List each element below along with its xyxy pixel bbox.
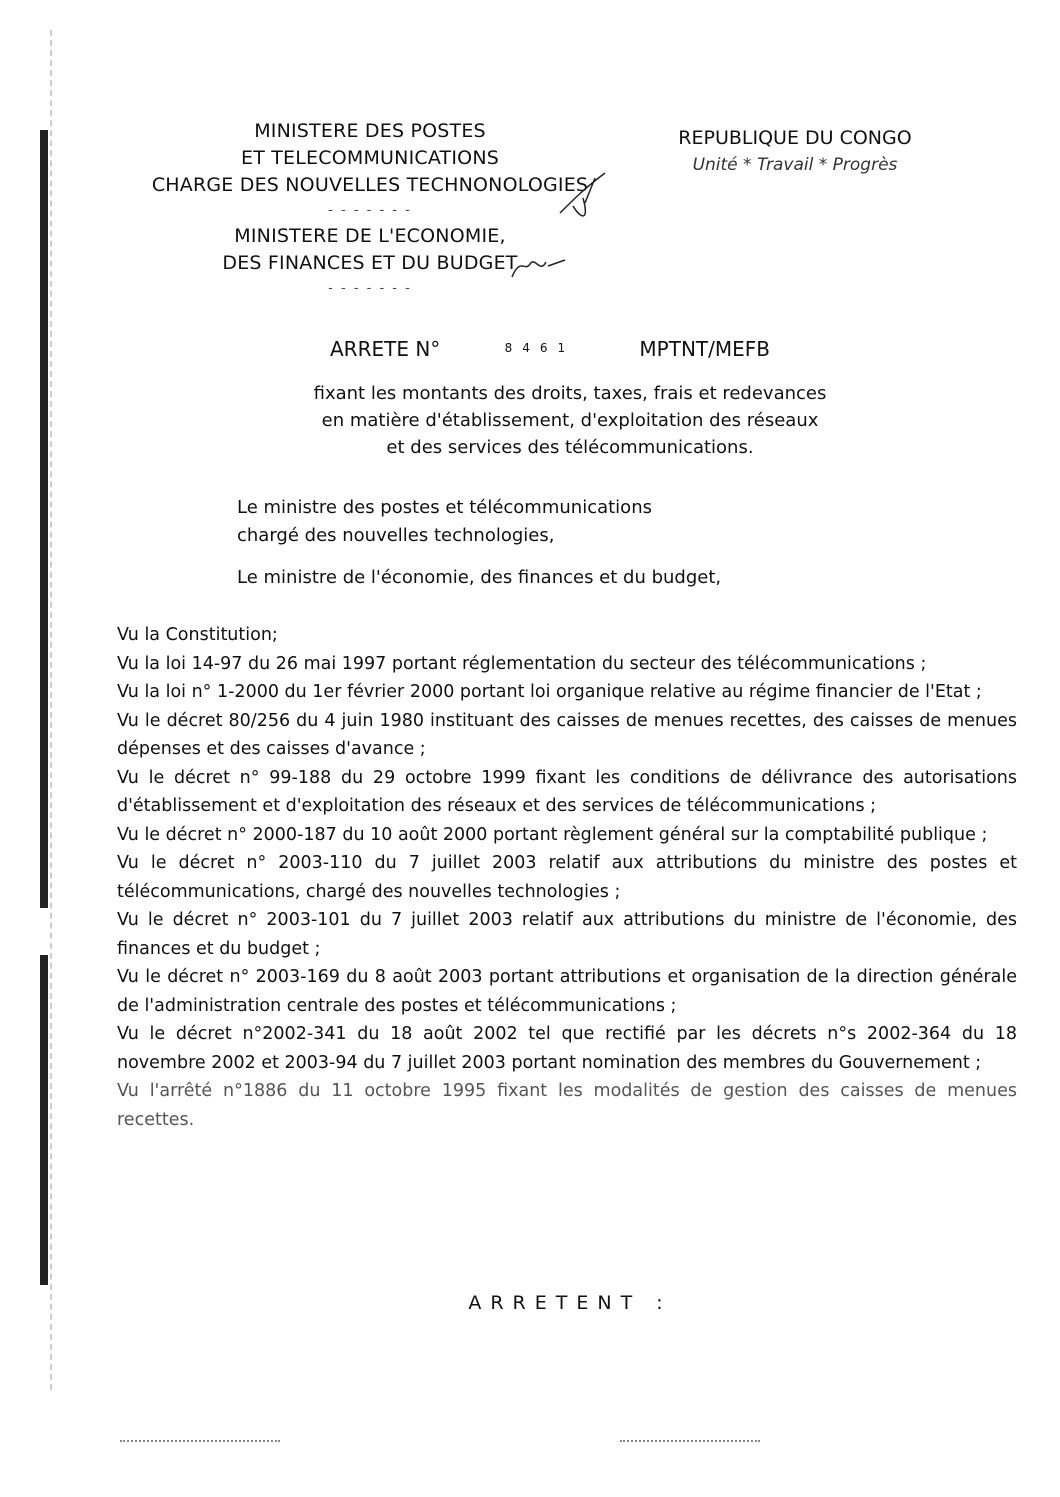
- visa-item: Vu l'arrêté n°1886 du 11 octobre 1995 fixant les modalités de gestion des caisses de menues recettes.: [117, 1081, 1017, 1130]
- scan-mark: [40, 548, 48, 908]
- scan-mark: [40, 130, 48, 550]
- visa-item: Vu le décret n°2002-341 du 18 août 2002 tel que rectifié par les décrets n°s 2002-364 du 18 novembre 2002 et 2003-94 du 7 juillet 2003 portant nomination des membres du Gouvernement ;: [117, 1024, 1017, 1073]
- subject-line: et des services des télécommunications.: [386, 437, 754, 458]
- ministry-line: MINISTERE DE L'ECONOMIE,: [234, 225, 506, 247]
- scan-noise: [620, 1440, 760, 1444]
- visa-item: Vu la loi 14-97 du 26 mai 1997 portant réglementation du secteur des télécommunications ;: [117, 653, 927, 674]
- minister-line: Le ministre des postes et télécommunications: [237, 497, 652, 518]
- visas-list: [117, 621, 1017, 1134]
- decree-subject: [200, 380, 940, 461]
- ministry-line: DES FINANCES ET DU BUDGET: [222, 252, 518, 274]
- country-name: REPUBLIQUE DU CONGO: [678, 127, 912, 149]
- scan-mark: [40, 955, 48, 1285]
- ministry-line: ET TELECOMMUNICATIONS: [240, 147, 499, 169]
- initials-scribble: [555, 168, 615, 228]
- visa-item: Vu le décret n° 2003-101 du 7 juillet 2003 relatif aux attributions du ministre de l'économie, des finances et du budget ;: [117, 910, 1017, 959]
- decree-number-value: 8461: [504, 341, 576, 355]
- visa-item: Vu le décret 80/256 du 4 juin 1980 instituant des caisses de menues recettes, des caisses de menues dépenses et des caisses d'avance ;: [117, 710, 1017, 759]
- decree-prefix: ARRETE N°: [330, 337, 441, 361]
- ministers-block: [237, 494, 937, 592]
- subject-line: en matière d'établissement, d'exploitation des réseaux: [321, 410, 819, 431]
- decree-number: [330, 337, 770, 361]
- scan-noise: [120, 1440, 280, 1444]
- separator: - - - - - - -: [328, 203, 412, 218]
- initials-scribble: [510, 252, 570, 282]
- national-motto: Unité * Travail * Progrès: [692, 155, 898, 175]
- ministry-line: MINISTERE DES POSTES: [254, 120, 486, 142]
- visa-item: Vu le décret n° 2003-110 du 7 juillet 2003 relatif aux attributions du ministre des postes et télécommunications, chargé des nouvelles technologies ;: [117, 853, 1017, 902]
- separator: - - - - - - -: [328, 281, 412, 296]
- visa-item: Vu le décret n° 2003-169 du 8 août 2003 portant attributions et organisation de la direction générale de l'administration centrale des postes et télécommunications ;: [117, 967, 1017, 1016]
- arretent-heading: ARRETENT :: [468, 1292, 672, 1314]
- visa-item: Vu le décret n° 99-188 du 29 octobre 1999 fixant les conditions de délivrance des autorisations d'établissement et d'exploitation des réseaux et des services de télécommunications ;: [117, 767, 1017, 816]
- republic-header: [635, 125, 955, 179]
- minister-line: chargé des nouvelles technologies,: [237, 525, 555, 546]
- visa-item: Vu la loi n° 1-2000 du 1er février 2000 portant loi organique relative au régime financier de l'Etat ;: [117, 682, 982, 702]
- minister-line: Le ministre de l'économie, des finances et du budget,: [237, 567, 722, 588]
- decree-suffix: MPTNT/MEFB: [639, 337, 770, 361]
- visa-item: Vu le décret n° 2000-187 du 10 août 2000 portant règlement général sur la comptabilité publique ;: [117, 824, 988, 845]
- visa-item: Vu la Constitution;: [117, 625, 278, 645]
- ministry-line: CHARGE DES NOUVELLES TECHNONOLOGIES: [151, 174, 589, 196]
- subject-line: fixant les montants des droits, taxes, frais et redevances: [313, 383, 827, 404]
